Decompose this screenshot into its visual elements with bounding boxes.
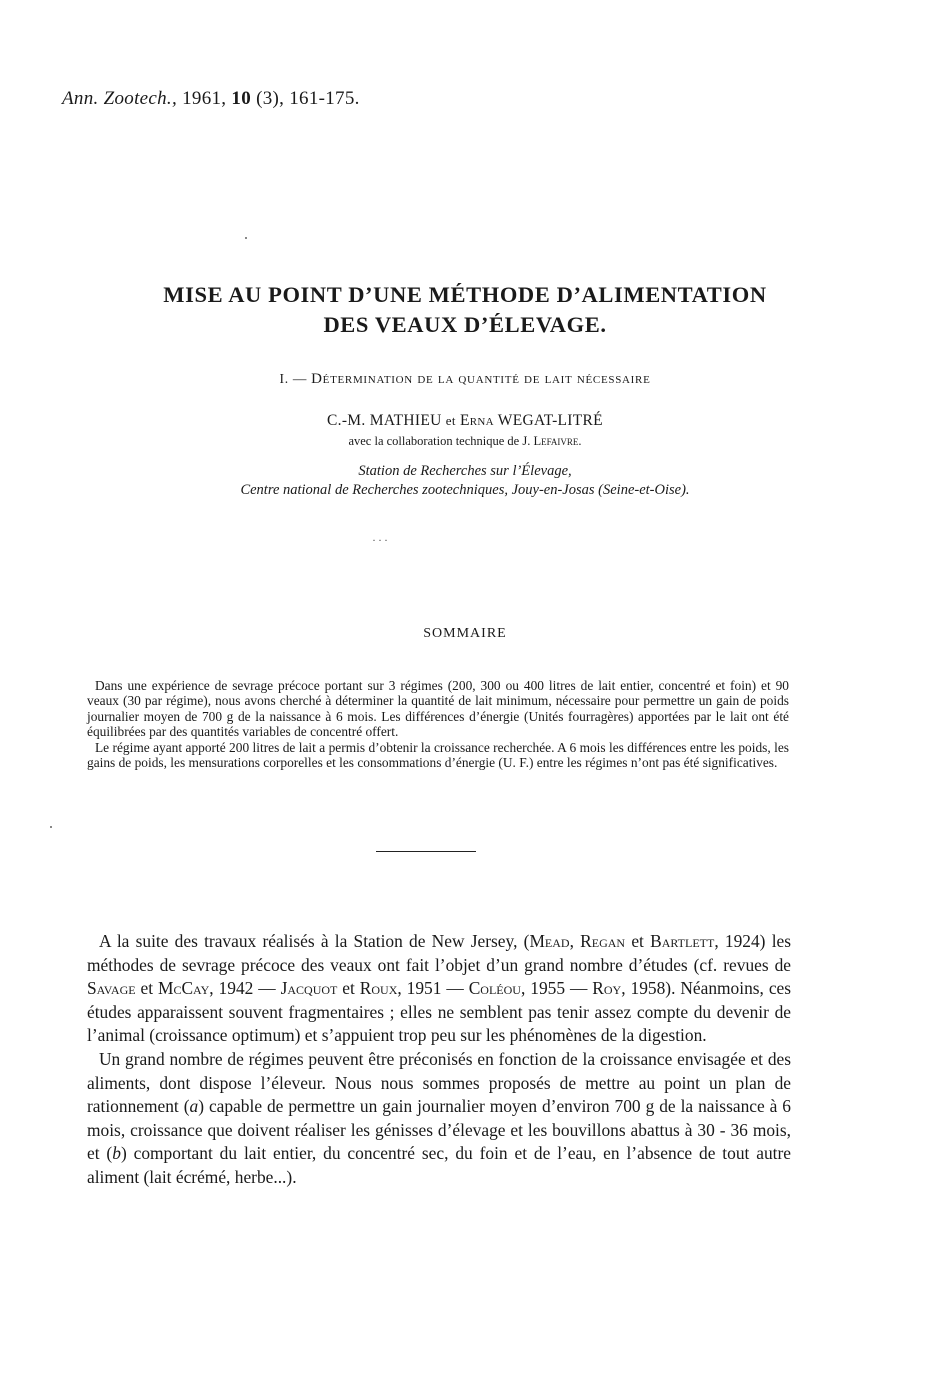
collab-name: Lefaivre. bbox=[533, 434, 582, 448]
text-run: Un grand nombre de régimes peuvent être préconisés en fonction de la croissance envisagée et des aliments, dont dispose l’éleveur. Nous nous sommes proposés de mettre au point un plan de rationnement ( bbox=[87, 1048, 791, 1117]
text-run: , 1951 — bbox=[397, 978, 469, 999]
journal-name: Ann. Zootech., bbox=[62, 88, 178, 109]
text-run: , 1942 — bbox=[209, 978, 281, 999]
cited-author: Jacquot bbox=[280, 978, 338, 999]
text-run: et bbox=[625, 931, 651, 951]
journal-issue-pages: (3), 161-175. bbox=[256, 88, 360, 109]
cited-author: Savage bbox=[87, 978, 136, 999]
author-1: C.-M. MATHIEU bbox=[327, 412, 442, 429]
body-text bbox=[87, 930, 791, 1190]
collab-prefix: avec la collaboration technique de J. bbox=[348, 434, 531, 448]
journal-volume: 10 bbox=[231, 88, 252, 109]
cited-author: Roux bbox=[359, 978, 398, 999]
subtitle-number: I. — bbox=[279, 371, 308, 386]
list-letter: b bbox=[112, 1143, 121, 1164]
author-2-last-name: WEGAT-LITRÉ bbox=[497, 412, 603, 429]
technical-collaboration bbox=[60, 434, 870, 449]
author-2-first-name: Erna bbox=[459, 412, 494, 429]
journal-citation bbox=[62, 88, 360, 110]
summary-heading: SOMMAIRE bbox=[423, 626, 507, 641]
cited-author: Coléou bbox=[468, 978, 521, 999]
subtitle-text: Détermination de la quantité de lait nécessaire bbox=[311, 371, 651, 387]
print-speck bbox=[50, 826, 52, 828]
cited-author: Regan bbox=[580, 931, 626, 951]
text-run: ) capable de permettre un gain journalier moyen d’environ 700 g de la naissance à 6 mois, croissance que doivent réaliser les génisses d’élevage et les bouvillons abattus à 30 - 36 mois, et ( bbox=[87, 1096, 792, 1164]
text-run: et bbox=[337, 978, 360, 999]
cited-author: McCay bbox=[157, 978, 210, 999]
summary-paragraph-1: Dans une expérience de sevrage précoce portant sur 3 régimes (200, 300 ou 400 litres de lait entier, concentré et foin) et 90 veaux (30 par régime), nous avons cherché à déterminer la quantité de lait minimum, nécessaire pour permettre un gain de poids journalier moyen de 700 g de la naissance à 6 mois. Les différences d’énergie (Unités fourragères) apportées par le lait ont été équilibrées par des quantités variables de concentré offert. bbox=[87, 678, 789, 740]
cited-author: Roy bbox=[592, 978, 622, 999]
text-run: , 1924) les méthodes de sevrage précoce des veaux ont fait l’objet d’un grand nombre d’études (cf. revues de bbox=[87, 931, 792, 975]
print-speck bbox=[245, 237, 247, 239]
text-run: , bbox=[569, 931, 581, 951]
journal-year: 1961, bbox=[182, 88, 227, 109]
list-letter: a bbox=[189, 1096, 199, 1117]
text-run: , 1958). Néanmoins, ces études apparaissent souvent fragmentaires ; elles ne semblent pas tenir assez compte du devenir de l’animal (croissance optimum) et s’appuient trop peu sur les phénomènes de la digestion. bbox=[87, 978, 792, 1046]
article-title-line-2: DES VEAUX D’ÉLEVAGE. bbox=[323, 312, 607, 337]
affiliation-line-2: Centre national de Recherches zootechniques, Jouy-en-Josas (Seine-et-Oise). bbox=[240, 482, 690, 498]
text-run: A la suite des travaux réalisés à la Station de New Jersey, ( bbox=[99, 931, 530, 951]
separator-dots: . . . bbox=[372, 530, 388, 544]
article-title-line-1: MISE AU POINT D’UNE MÉTHODE D’ALIMENTATION bbox=[163, 282, 767, 307]
text-run: ) comportant du lait entier, du concentré sec, du foin et de l’eau, en l’absence de tout autre aliment (lait écrémé, herbe...). bbox=[87, 1143, 791, 1187]
cited-author: Bartlett bbox=[650, 931, 715, 951]
summary-paragraph-2: Le régime ayant apporté 200 litres de lait a permis d’obtenir la croissance recherchée. A 6 mois les différences entre les poids, les gains de poids, les mensurations corporelles et les consommations d’énergie (U. F.) entre les régimes n’ont pas été significatives. bbox=[87, 739, 789, 771]
text-run: , 1955 — bbox=[520, 978, 593, 999]
body-paragraph-2 bbox=[87, 1048, 791, 1190]
author-connector: et bbox=[445, 413, 456, 428]
article-subtitle bbox=[60, 371, 870, 388]
author-line bbox=[60, 412, 870, 430]
section-divider bbox=[376, 851, 476, 852]
text-run: et bbox=[135, 978, 158, 999]
summary-text bbox=[87, 678, 789, 770]
affiliation-line-1: Station de Recherches sur l’Élevage, bbox=[358, 463, 572, 479]
body-paragraph-1 bbox=[87, 930, 791, 1048]
cited-author: Mead bbox=[529, 931, 570, 951]
